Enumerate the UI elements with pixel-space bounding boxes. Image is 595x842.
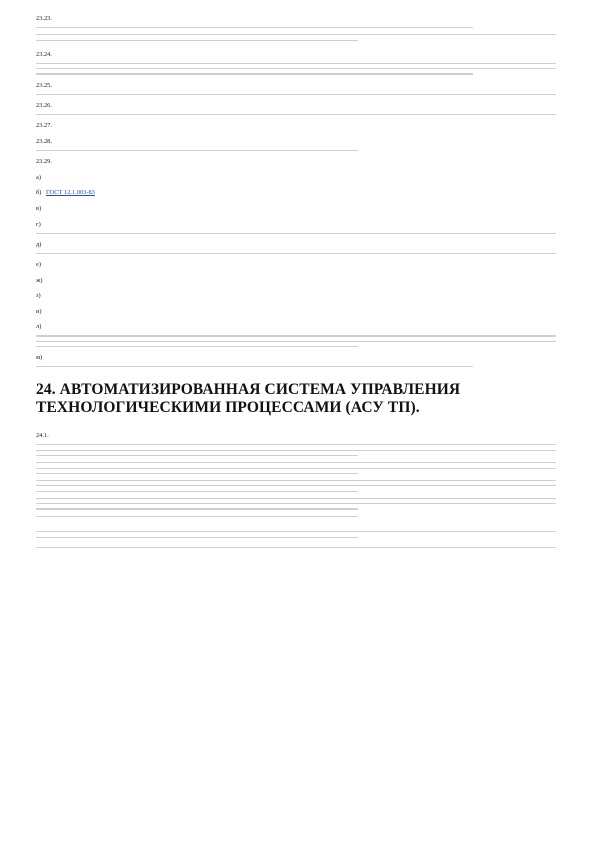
clause-24-paragraph-6 [36,531,556,540]
clause-number: 23.29. [36,158,52,166]
list-item-a [36,173,556,182]
illegible-text [36,547,556,548]
heading-line-2: ТЕХНОЛОГИЧЕСКИМИ ПРОЦЕССАМИ (АСУ ТП). [36,399,420,417]
clause-24-paragraph-5 [36,516,556,525]
clause-23-25 [36,81,556,95]
section-24-heading [36,381,556,417]
illegible-text [36,233,556,234]
illegible-text [36,498,556,510]
illegible-text [36,253,556,254]
clause-23-28 [36,137,556,151]
illegible-text [36,150,556,151]
clause-number: 23.24. [36,50,52,58]
list-marker: г) [36,220,41,228]
list-item-g [36,220,556,234]
list-marker: д) [36,240,42,248]
list-item-i [36,307,556,316]
illegible-text [36,462,556,474]
list-marker: а) [36,173,41,181]
clause-number: 23.26. [36,101,52,109]
list-marker: б) [36,189,42,197]
heading-line-1: 24. АВТОМАТИЗИРОВАННАЯ СИСТЕМА УПРАВЛЕНИЯ [36,381,461,399]
list-marker: л) [36,323,42,331]
clause-23-27 [36,121,556,130]
illegible-text [36,34,556,40]
list-marker: з) [36,292,41,300]
clause-23-29 [36,157,556,166]
section-24-clauses [36,431,556,556]
illegible-text [36,516,556,517]
list-item-e [36,260,556,269]
clause-23-26 [36,101,556,115]
clause-24-paragraph-4 [36,498,556,510]
list-marker: в) [36,204,42,212]
illegible-text [36,63,556,75]
list-marker: и) [36,307,42,315]
clause-24-paragraph-3 [36,480,556,492]
clause-24-1 [36,431,556,456]
document-page [36,14,556,561]
list-marker: е) [36,261,41,269]
illegible-text [36,444,556,456]
list-marker: ж) [36,276,43,284]
clause-number: 24.1. [36,432,49,440]
illegible-text [36,335,556,347]
illegible-text [36,480,556,492]
clause-23-23-continued [36,34,556,43]
illegible-text [36,94,556,95]
gost-link[interactable]: ГОСТ 12.1.003-83 [46,189,95,197]
list-item-v [36,204,556,213]
list-item-m [36,353,556,367]
clause-number: 23.23. [36,15,52,22]
clause-24-paragraph-7 [36,547,556,556]
illegible-text [36,27,556,28]
list-item-zh [36,276,556,285]
clause-number: 23.27. [36,122,52,130]
section-23-clauses [36,14,556,167]
illegible-text [36,366,556,367]
list-item-l [36,322,556,347]
list-marker: м) [36,354,43,362]
clause-number: 23.25. [36,81,52,89]
list-item-z [36,291,556,300]
illegible-text [36,114,556,115]
requirements-list [36,173,556,368]
clause-24-paragraph-2 [36,462,556,474]
clause-23-23 [36,14,556,28]
list-item-b [36,188,556,197]
illegible-text [36,531,556,537]
clause-number: 23.28. [36,137,52,145]
list-item-d [36,240,556,254]
clause-23-24 [36,50,556,75]
